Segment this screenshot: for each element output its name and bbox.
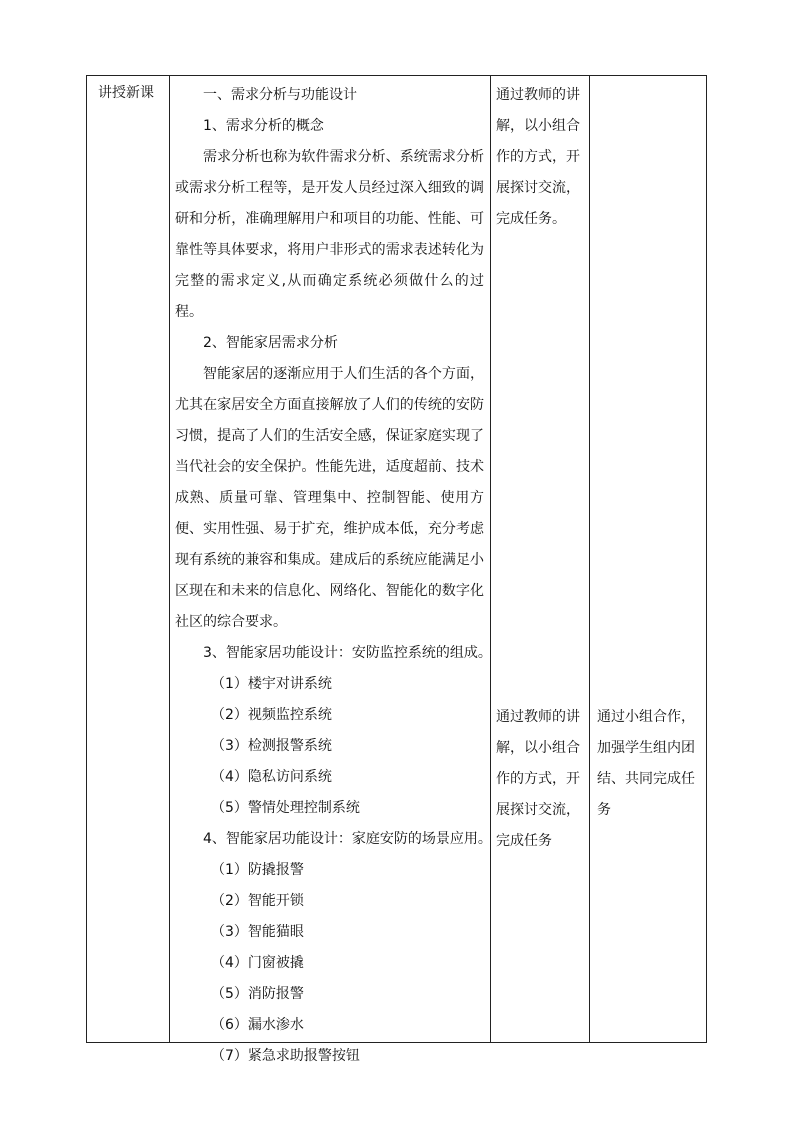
subheading-requirements-concept: 1、需求分析的概念 — [203, 118, 324, 134]
list-item: （2）智能开锁 — [211, 893, 304, 909]
design-intent-text: 通过小组合作，加强学生组内团结、共同完成任务 — [597, 709, 695, 818]
paragraph-smart-home-analysis: 智能家居的逐渐应用于人们生活的各个方面，尤其在家居安全方面直接解放了人们的传统的安防习惯，提高了人们的生活安全感，保证家庭实现了当代社会的安全保护。性能先进，适度超前、技术成熟、质量可靠、管理集中、控制智能、使用方便、实用性强、易于扩充，维护成本低，充分考虑现有系统的兼容和集成。建成后的系统应能满足小区现在和未来的信息化、网络化、智能化的数字化社区的综合要求。 — [175, 366, 484, 630]
section-heading: 一、需求分析与功能设计 — [203, 87, 357, 103]
subheading-home-security-scenes: 4、智能家居功能设计：家庭安防的场景应用。 — [203, 831, 492, 847]
teacher-activity-cell — [490, 76, 589, 849]
list-item: （1）楼宇对讲系统 — [211, 676, 332, 692]
list-item: （6）漏水渗水 — [211, 1017, 304, 1033]
list-item: （2）视频监控系统 — [211, 707, 332, 723]
list-item: （5）警情处理控制系统 — [211, 800, 360, 816]
lesson-table — [86, 75, 707, 1064]
row-label-cell — [87, 76, 169, 109]
content-cell — [169, 76, 490, 1072]
list-item: （4）隐私访问系统 — [211, 769, 332, 785]
list-item: （5）消防报警 — [211, 986, 304, 1002]
list-item: （7）紧急求助报警按钮 — [211, 1048, 360, 1064]
subheading-smart-home-analysis: 2、智能家居需求分析 — [203, 335, 338, 351]
teacher-activity-text-second: 通过教师的讲解，以小组合作的方式，开展探讨交流，完成任务 — [496, 709, 580, 849]
column-divider — [589, 76, 590, 1042]
paragraph-requirements-concept: 需求分析也称为软件需求分析、系统需求分析或需求分析工程等，是开发人员经过深入细致的调研和分析，准确理解用户和项目的功能、性能、可靠性等具体要求，将用户非形式的需求表述转化为完整的需求定义,从而确定系统必须做什么的过程。 — [175, 149, 484, 320]
teacher-activity-text: 通过教师的讲解，以小组合作的方式，开展探讨交流，完成任务。 — [496, 87, 580, 227]
list-item: （4）门窗被撬 — [211, 955, 304, 971]
subheading-security-system: 3、智能家居功能设计：安防监控系统的组成。 — [203, 645, 492, 661]
row-label: 讲授新课 — [98, 85, 154, 101]
list-item: （3）智能猫眼 — [211, 924, 304, 940]
list-item: （1）防撬报警 — [211, 862, 304, 878]
list-item: （3）检测报警系统 — [211, 738, 332, 754]
